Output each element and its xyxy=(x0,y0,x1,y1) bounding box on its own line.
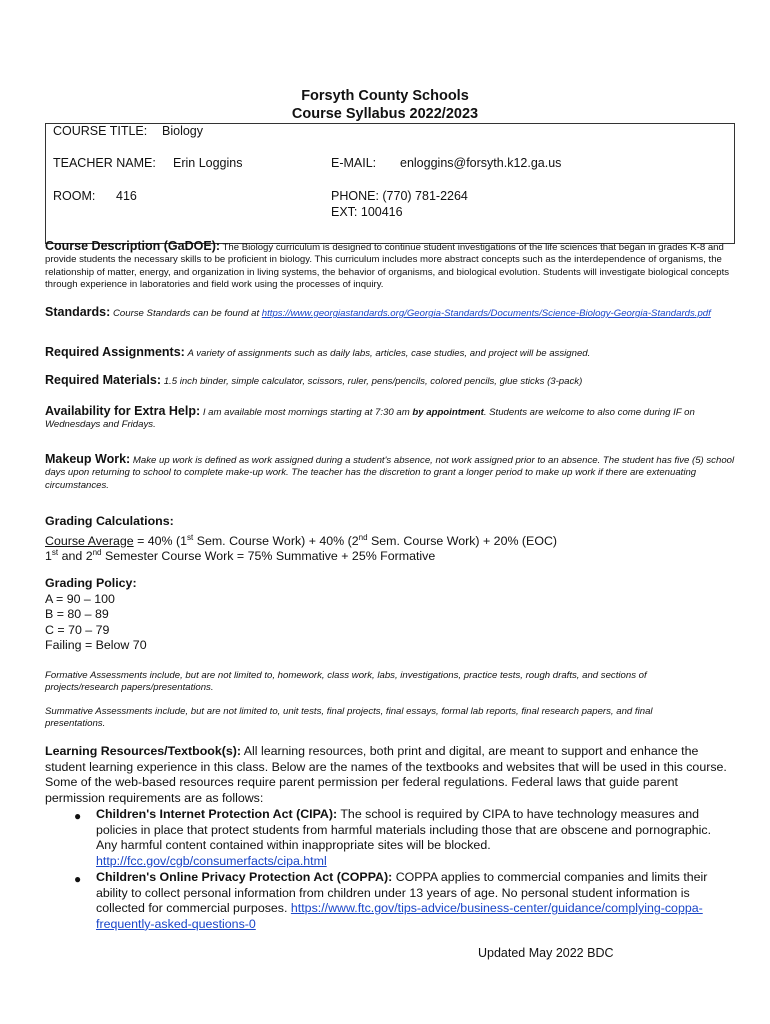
calc-part: Semester Course Work = 75% Summative + 25% Formative xyxy=(101,549,436,564)
required-materials-text: 1.5 inch binder, simple calculator, scissors, ruler, pens/pencils, colored pencils, glue sticks (3-pack) xyxy=(163,376,583,387)
required-assignments-heading: Required Assignments: xyxy=(45,345,185,359)
cipa-item xyxy=(96,807,726,869)
calc-sup: nd xyxy=(358,533,368,542)
coppa-text: COPPA applies to commercial companies and limits their ability to collect personal information from children under 13 years of age. No personal student information is collected for commercial purposes. xyxy=(96,870,708,916)
standards-text: Course Standards can be found at xyxy=(112,308,260,319)
makeup-text: Make up work is defined as work assigned during a student's absence, not work assigned prior to an absence. The student has five (5) school days upon returning to school to complete make-up work. The teacher has the discretion to grant a longer period to make up work if there are extenuating circumstances. xyxy=(45,455,735,491)
bullet-icon: ● xyxy=(74,872,82,886)
coppa-title: Children's Online Privacy Protection Act (COPPA): xyxy=(96,870,393,884)
makeup-heading: Makeup Work: xyxy=(45,452,131,466)
formative-text: Formative Assessments include, but are not limited to, homework, class work, labs, investigations, practice tests, rough drafts, and sections of projects/research papers/presentations. xyxy=(45,670,647,694)
updated-note: Updated May 2022 BDC xyxy=(478,946,614,960)
makeup-work xyxy=(45,453,735,492)
summative-text: Summative Assessments include, but are not limited to, unit tests, final projects, final essays, formal lab reports, final research papers, and final presentations. xyxy=(45,706,653,730)
learning-resources-text: All learning resources, both print and digital, are meant to support and enhance the student learning experience in this class. Below are the names of the textbooks and websites that will be used in this course. Some of the web-based resources require parent permission per federal regulations. Federal laws that guide parent permission requirements are as follows: xyxy=(45,744,727,805)
learning-resources-heading: Learning Resources/Textbook(s): xyxy=(45,744,241,758)
required-materials-heading: Required Materials: xyxy=(45,373,162,387)
course-description-text: The Biology curriculum is designed to continue student investigations of the life sciences that began in grades K-8 and provide students the necessary skills to be proficient in biology. This curriculum includes more abstract concepts such as the interdependence of organisms, the relationship of matter, energy, and organization in living systems, the behavior of organisms, and biological evolution. Students will investigate biological concepts through experience in laboratories and field work using the processes of inquiry. xyxy=(45,242,730,290)
extra-help-heading: Availability for Extra Help: xyxy=(45,404,201,418)
formative-note xyxy=(45,670,695,695)
grade-c: C = 70 – 79 xyxy=(45,623,110,637)
email-value: enloggins@forsyth.k12.ga.us xyxy=(400,156,562,170)
extra-help-text-a: I am available most mornings starting at 7:30 am xyxy=(202,407,410,418)
course-description-heading: Course Description (GaDOE): xyxy=(45,239,221,253)
room-label: ROOM: xyxy=(53,189,96,203)
course-average-label: Course Average xyxy=(45,534,134,549)
required-materials xyxy=(45,374,735,388)
course-info-box xyxy=(45,123,735,244)
coppa-item xyxy=(96,870,726,932)
summative-note xyxy=(45,706,695,731)
standards-link[interactable]: https://www.georgiastandards.org/Georgia-Standards/Documents/Science-Biology-Georgia-Standards.pdf xyxy=(261,308,711,319)
learning-resources xyxy=(45,744,735,806)
grade-b: B = 80 – 89 xyxy=(45,607,109,621)
school-name: Forsyth County Schools xyxy=(301,88,469,104)
calc-part: and 2 xyxy=(58,549,93,564)
calc-part: 1 xyxy=(45,549,52,564)
grade-a: A = 90 – 100 xyxy=(45,592,115,606)
calc-sup: nd xyxy=(92,548,102,557)
extra-help xyxy=(45,405,735,432)
calc-sup: st xyxy=(51,548,59,557)
room-value: 416 xyxy=(116,189,137,203)
calc-part: Sem. Course Work) + 20% (EOC) xyxy=(367,534,558,549)
course-title-value: Biology xyxy=(162,124,203,138)
cipa-title: Children's Internet Protection Act (CIPA): xyxy=(96,807,338,821)
coppa-link[interactable]: https://www.ftc.gov/tips-advice/business-center/guidance/complying-coppa-frequently-asked-questions-0 xyxy=(96,901,703,931)
teacher-value: Erin Loggins xyxy=(173,156,243,170)
course-title-label: COURSE TITLE: xyxy=(53,124,148,138)
grading-calc-line2 xyxy=(45,545,435,565)
ext-value: EXT: 100416 xyxy=(331,205,403,219)
extra-help-bold: by appointment xyxy=(412,407,484,418)
required-assignments xyxy=(45,346,735,360)
calc-part: = 40% (1 xyxy=(133,534,188,549)
standards-section xyxy=(45,306,735,320)
phone-value: PHONE: (770) 781-2264 xyxy=(331,189,468,203)
teacher-label: TEACHER NAME: xyxy=(53,156,156,170)
email-label: E-MAIL: xyxy=(331,156,377,170)
extra-help-text-b: . Students are welcome to also come during IF on Wednesdays and Fridays. xyxy=(45,407,695,431)
cipa-text: The school is required by CIPA to have technology measures and policies in place that protect students from harmful materials including those that are obscene and pornographic. Any harmful content contained within inappropriate sites will be blocked. xyxy=(96,807,712,853)
cipa-link[interactable]: http://fcc.gov/cgb/consumerfacts/cipa.html xyxy=(96,853,327,868)
calc-part: Sem. Course Work) + 40% (2 xyxy=(193,534,359,549)
course-description xyxy=(45,240,735,291)
bullet-icon: ● xyxy=(74,809,82,823)
grade-failing: Failing = Below 70 xyxy=(45,638,147,652)
standards-heading: Standards: xyxy=(45,305,111,319)
document-title: Course Syllabus 2022/2023 xyxy=(291,106,479,122)
calc-sup: st xyxy=(187,533,194,542)
required-assignments-text: A variety of assignments such as daily labs, articles, case studies, and project will be assigned. xyxy=(187,348,591,359)
grading-policy-heading: Grading Policy: xyxy=(45,576,137,590)
grading-calc-heading: Grading Calculations: xyxy=(45,514,174,528)
